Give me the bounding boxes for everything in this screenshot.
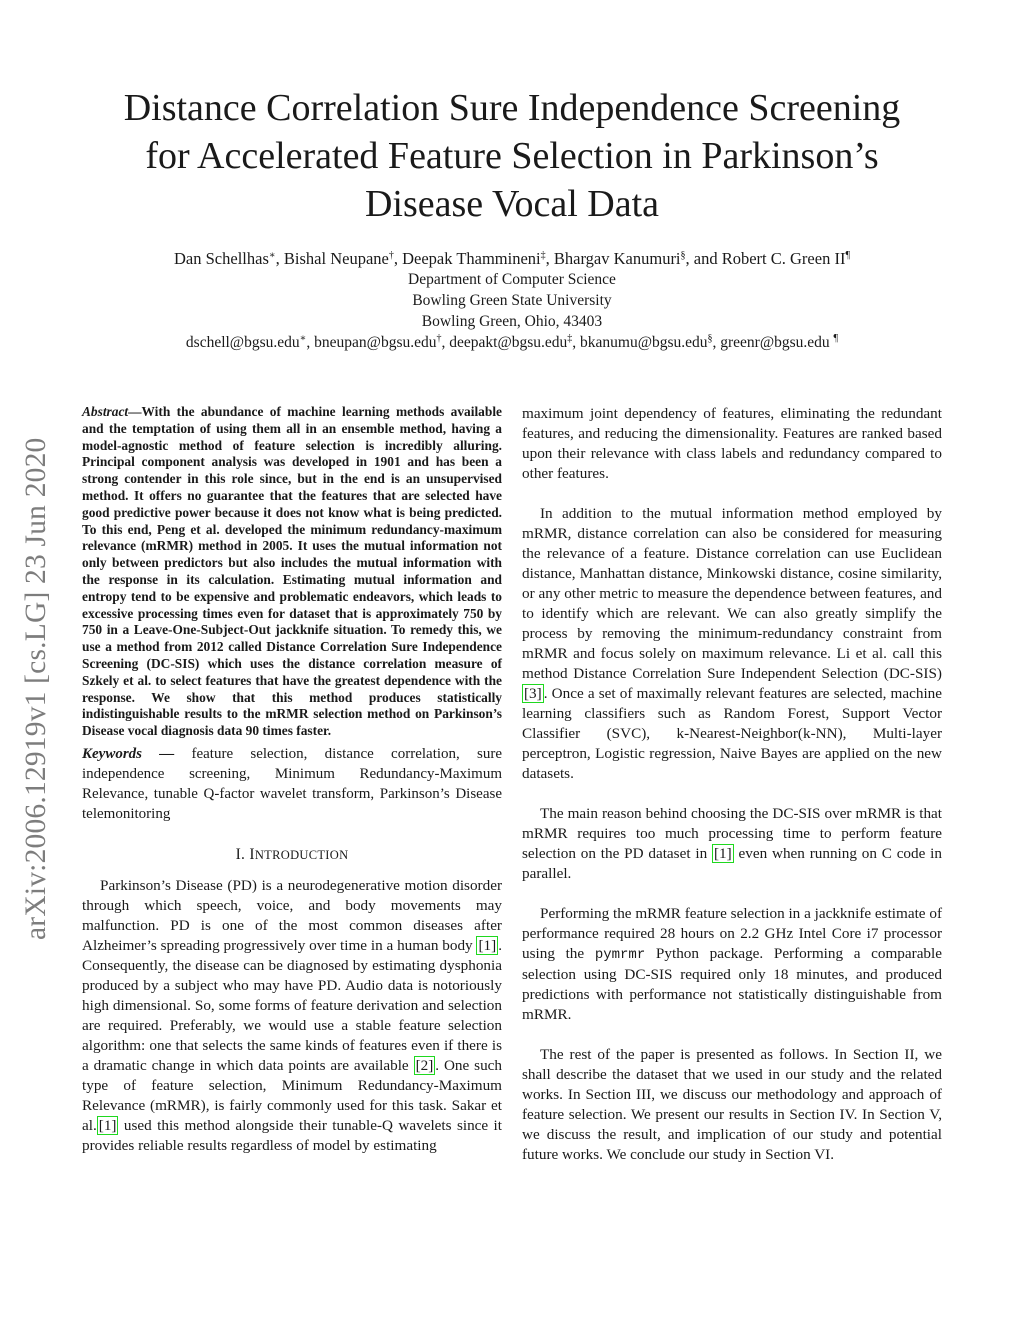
email-list xyxy=(0,332,1024,353)
section-cap: I xyxy=(249,845,255,863)
author-name: Bhargav Kanumuri xyxy=(553,249,681,268)
text: used this method alongside their tunable-Q wavelets since it provides reliable results regardless of model by estimating xyxy=(82,1116,502,1154)
abstract-text: —With the abundance of machine learning methods available and the temptation of using them all in an ensemble method, having a model-agnostic method of feature selection is incredibly alluring. Principal component analysis was developed in 1901 and has been a strong contender in this role since, but in the end is an unsupervised method. It offers no guarantee that the features that are selected have good predictive power because it does not know what is being predicted. To this end, Peng et al. developed the minimum redundancy-maximum relevance (mRMR) method in 2005. It uses the mutual information not only between predictors but also includes the mutual information with the response in its calculation. Estimating mutual information and entropy tend to be expensive and problematic endeavors, which leads to excessive processing times even for dataset that is approximately 750 by 750 in a Leave-One-Subject-Out jackknife situation. To remedy this, we use a method from 2012 called Distance Correlation Sure Independence Screening (DC-SIS) which uses the distance correlation measure of Szkely et al. to select features that have the greatest dependence with the response. We show that this method produces statistically indistinguishable results to the mRMR selection method on Parkinson’s Disease vocal diagnosis data 90 times faster. xyxy=(82,404,502,739)
city: Bowling Green, Ohio, 43403 xyxy=(421,313,603,330)
paper-title xyxy=(0,84,1024,228)
separator: , xyxy=(685,249,694,268)
department: Department of Computer Science xyxy=(408,271,616,288)
code-package-name: pymrmr xyxy=(594,947,646,963)
author-name: and Robert C. Green II xyxy=(693,249,846,268)
separator: , xyxy=(441,334,450,351)
email-mark: § xyxy=(707,333,713,344)
author-mark: ‡ xyxy=(540,250,546,261)
text: The main reason behind choosing the DC-SIS over mRMR is that mRMR requires too much processing time to perform feature selection on the PD dataset in xyxy=(522,805,942,862)
separator: , xyxy=(572,334,581,351)
keywords xyxy=(82,744,502,824)
citation-link[interactable]: [1] xyxy=(98,1116,117,1134)
text: . One such type of feature selection, Minimum Redundancy-Maximum Relevance (mRMR), is fairly commonly used for this task. Sakar et al. xyxy=(82,1056,502,1134)
separator: , xyxy=(545,249,554,268)
title-line: for Accelerated Feature Selection in Parkinson’s xyxy=(145,135,879,177)
separator: , xyxy=(712,334,721,351)
author-mark: † xyxy=(388,250,394,261)
keywords-label: Keywords — xyxy=(82,745,175,762)
email: greenr@bgsu.edu xyxy=(720,334,834,351)
paragraph xyxy=(522,904,942,1025)
author-mark: ∗ xyxy=(268,250,276,261)
section-rest: NTRODUCTION xyxy=(254,847,349,862)
text: In addition to the mutual information method employed by mRMR, distance correlation can also be considered for measuring the relevance of a feature. Distance correlation can use Euclidean distance, Manhattan distance, Minkowski distance, cosine similarity, or any other metric to measure the dependence between features, and to identify which are relevant. We can also greatly simplify the process by removing the minimum-redundancy constraint from mRMR and focus solely on maximum relevance. Li et al. call this method Distance Correlation Sure Independent Selection (DC-SIS) xyxy=(522,505,942,682)
citation-link[interactable]: [3] xyxy=(524,685,542,702)
email-mark: † xyxy=(436,333,442,344)
section-heading-introduction xyxy=(82,846,502,864)
email-mark: ¶ xyxy=(833,333,839,344)
separator: , xyxy=(275,249,284,268)
author-mark: ¶ xyxy=(845,250,850,261)
author-name: Bishal Neupane xyxy=(283,249,389,268)
abstract-label: Abstract xyxy=(82,404,129,419)
arxiv-identifier: arXiv:2006.12919v1 [cs.LG] 23 Jun 2020 xyxy=(20,437,52,940)
intro-paragraph xyxy=(82,876,502,1156)
author-mark: § xyxy=(680,250,686,261)
author-list xyxy=(0,248,1024,269)
email-mark: ‡ xyxy=(567,333,573,344)
paragraph: maximum joint dependency of features, eliminating the redundant features, and reducing the dimensionality. Features are ranked based upon their relevance with class labels and redundancy compared to other features. xyxy=(522,405,942,482)
text: Performing the mRMR feature selection in a jackknife estimate of performance required 28 hours on 2.2 GHz Intel Core i7 processor using the xyxy=(522,905,942,962)
paragraph xyxy=(522,804,942,884)
email: bkanumu@bgsu.edu xyxy=(580,334,708,351)
paragraph: The rest of the paper is presented as follows. In Section II, we shall describe the dataset that we used in our study and the related works. In Section III, we discuss our methodology and approach of feature selection. We present our results in Section IV. In Section V, we discuss the result, and implication of our study and potential future works. We conclude our study in Section VI. xyxy=(522,1046,942,1163)
author-block xyxy=(0,248,1024,353)
text: Parkinson’s Disease (PD) is a neurodegenerative motion disorder through which speech, voice, and body movements may malfunction. PD is one of the most common diseases after Alzheimer’s spreading progressively over time in a human body xyxy=(82,876,502,954)
email-mark: ∗ xyxy=(299,333,307,344)
left-column xyxy=(82,404,502,1156)
title-line: Distance Correlation Sure Independence Screening xyxy=(123,87,901,129)
citation-link[interactable]: [2] xyxy=(415,1056,434,1074)
author-name: Dan Schellhas xyxy=(174,249,269,268)
right-column xyxy=(522,404,942,1185)
text: Python package. Performing a comparable selection using DC-SIS required only 18 minutes, and produced predictions with performance not statistically distinguishable from mRMR. xyxy=(522,945,942,1023)
abstract xyxy=(82,404,502,740)
separator: , xyxy=(306,334,315,351)
email: dschell@bgsu.edu xyxy=(185,334,300,351)
separator: , xyxy=(393,249,403,268)
text: . Consequently, the disease can be diagnosed by estimating dysphonia produced by a subject who may have PD. Audio data is notoriously high dimensional. So, some forms of feature derivation and selection are required. Preferably, we would use a stable feature selection algorithm: one that selects the same kinds of features even if there is a dramatic change in which data points are available xyxy=(82,936,502,1074)
author-name: Deepak Thammineni xyxy=(402,249,541,268)
text: even when running on C code in parallel. xyxy=(522,845,942,882)
citation-link[interactable]: [1] xyxy=(713,845,732,862)
text: . Once a set of maximally relevant features are selected, machine learning classifiers such as Random Forest, Support Vector Classifier (SVC), k-Nearest-Neighbor(k-NN), Multi-layer perceptron, Logistic regression, Naive Bayes are applied on the new datasets. xyxy=(522,685,942,782)
email: bneupan@bgsu.edu xyxy=(314,334,437,351)
title-line: Disease Vocal Data xyxy=(364,183,660,225)
keywords-text: feature selection, distance correlation, sure independence screening, Minimum Redundancy-Maximum Relevance, tunable Q-factor wavelet transform, Parkinson’s Disease telemonitoring xyxy=(82,745,503,822)
section-numeral: I. xyxy=(235,845,250,863)
email: deepakt@bgsu.edu xyxy=(449,334,568,351)
citation-link[interactable]: [1] xyxy=(478,936,497,954)
university: Bowling Green State University xyxy=(412,292,612,309)
paragraph xyxy=(522,504,942,784)
